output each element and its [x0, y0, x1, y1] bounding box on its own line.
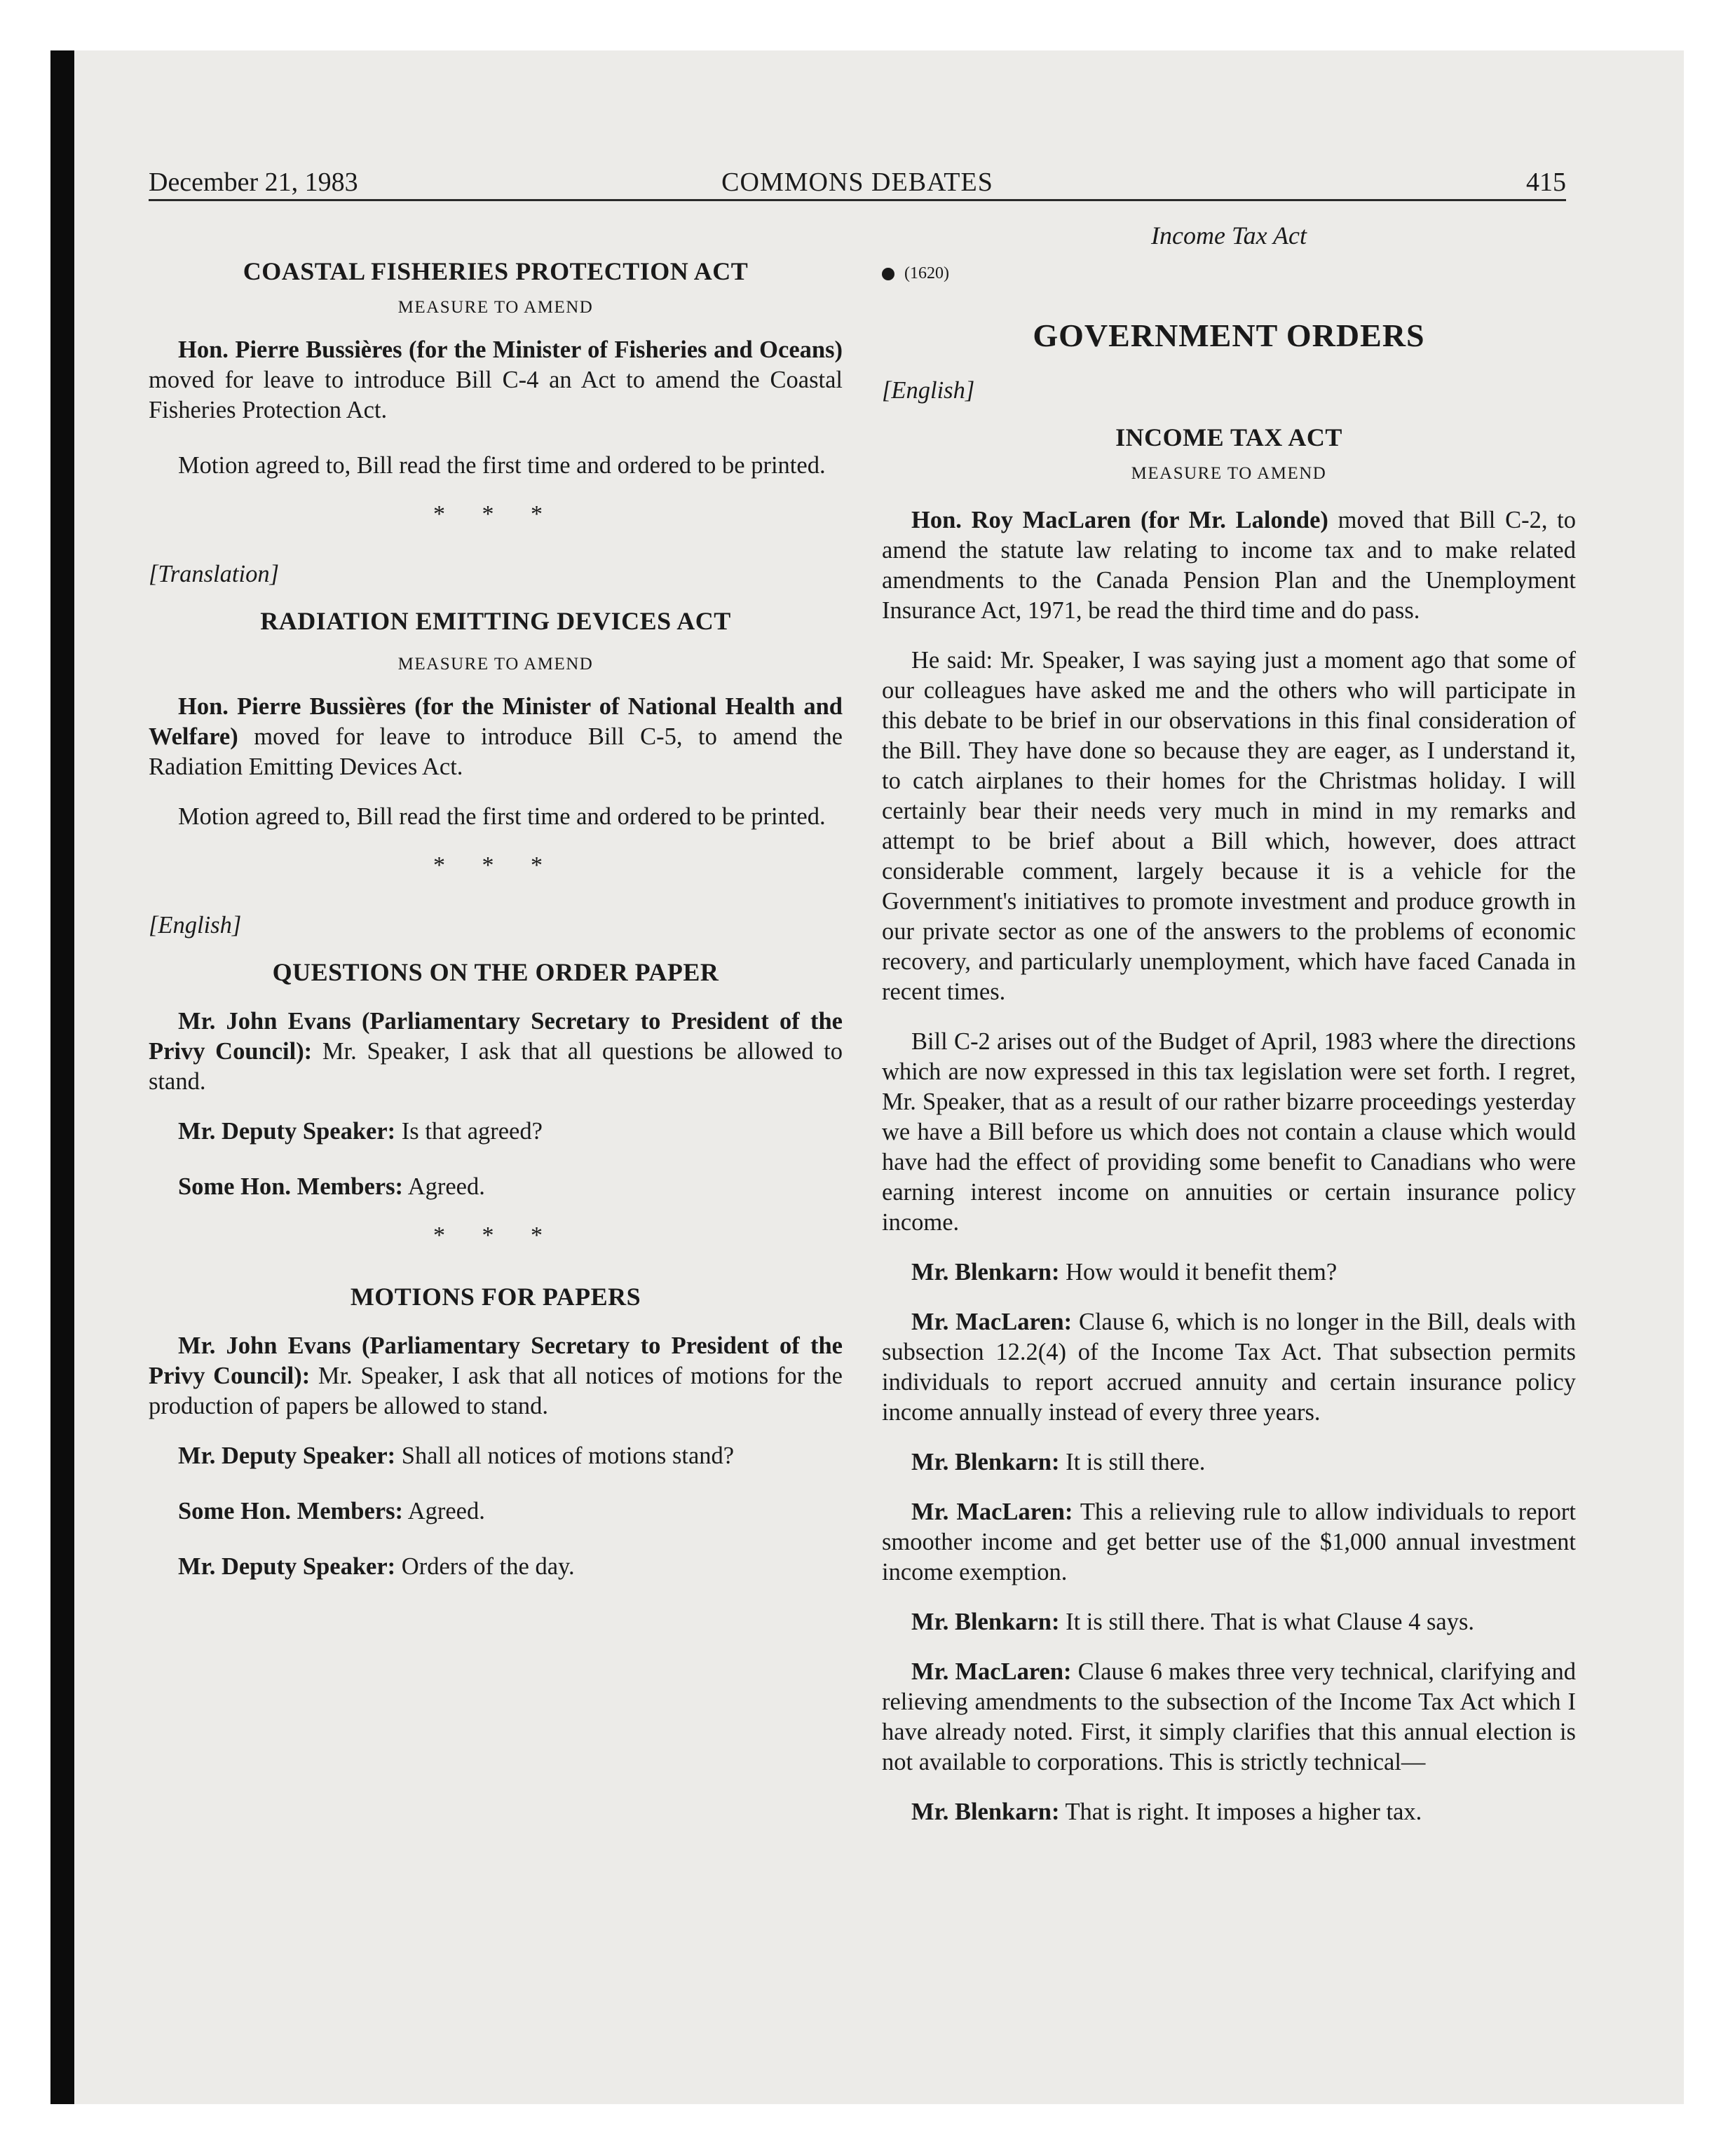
running-head: Income Tax Act [1151, 221, 1307, 250]
questions-order-paper-heading: QUESTIONS ON THE ORDER PAPER [272, 958, 719, 986]
translation-tag: [Translation] [149, 561, 279, 587]
income-tax-act-subheading: MEASURE TO AMEND [1131, 464, 1327, 483]
speech: Mr. Speaker, I ask that all notices of motions for the production of papers be allowed to stand. [149, 1363, 843, 1419]
section-divider: * * * [433, 501, 558, 527]
orders-of-the-day [149, 1552, 843, 1582]
coastal-fisheries-heading: COASTAL FISHERIES PROTECTION ACT [243, 257, 749, 285]
speech: Is that agreed? [395, 1118, 543, 1145]
speech: Clause 6 makes three very technical, clarifying and relieving amendments to the subsection of the Income Tax Act which I have already noted. First, it simply clarifies that this annual election is not available to corporations. This is strictly technical— [882, 1658, 1576, 1775]
speaker: Some Hon. Members: [178, 1173, 403, 1200]
speech: That is right. It imposes a higher tax. [1059, 1799, 1422, 1825]
radiation-devices-subheading: MEASURE TO AMEND [397, 655, 594, 674]
income-tax-act-heading: INCOME TAX ACT [1115, 423, 1342, 451]
section-divider: * * * [433, 1222, 558, 1248]
header-title: COMMONS DEBATES [721, 168, 993, 197]
members-response [149, 1496, 843, 1527]
deputy-speaker-question [149, 1117, 843, 1147]
coastal-fisheries-result: Motion agreed to, Bill read the first time and ordered to be printed. [178, 452, 826, 479]
speaker: Mr. Blenkarn: [911, 1609, 1060, 1635]
third-reading-motion [882, 505, 1576, 626]
maclaren-reply [882, 1307, 1576, 1428]
radiation-devices-motion [149, 692, 843, 782]
questions-request [149, 1007, 843, 1097]
maclaren-speech-2: Bill C-2 arises out of the Budget of April, 1983 where the directions which are now expressed in this tax legislation were set forth. I regret, Mr. Speaker, that as a result of our rather bizarre proceedings yesterday we have a Bill before us which does not contain a clause which would have had the effect of providing some benefit to Canadians who were earning interest income on annuities or certain insurance policy income. [882, 1028, 1576, 1236]
page-header [149, 165, 1566, 201]
speaker: Mr. John Evans (Parliamentary Secretary to President of the Privy Council): [149, 1008, 843, 1065]
english-tag: [English] [149, 912, 242, 939]
speaker: Hon. Pierre Bussières (for the Minister of National Health and Welfare) [149, 693, 843, 750]
section-divider: * * * [433, 852, 558, 878]
speaker: Mr. MacLaren: [911, 1309, 1073, 1335]
header-page-number: 415 [1526, 168, 1566, 197]
blenkarn-interjection [882, 1257, 1576, 1288]
deputy-speaker-question [149, 1441, 843, 1471]
speech: Mr. Speaker, I ask that all questions be allowed to stand. [149, 1038, 843, 1095]
blenkarn-interjection [882, 1447, 1576, 1478]
speech: Clause 6, which is no longer in the Bill, deals with subsection 12.2(4) of the Income Tax Act. That subsection permits individuals to report accrued annuity and certain insurance policy income annually instead of every three years. [882, 1309, 1576, 1426]
bullet-icon [882, 268, 894, 280]
radiation-devices-result: Motion agreed to, Bill read the first time and ordered to be printed. [178, 803, 826, 830]
blenkarn-interjection [882, 1607, 1576, 1637]
header-date: December 21, 1983 [149, 168, 358, 197]
speech: Shall all notices of motions stand? [395, 1442, 735, 1469]
speech: Orders of the day. [395, 1553, 575, 1580]
speech: It is still there. [1059, 1449, 1206, 1475]
speech: moved for leave to introduce Bill C-4 an Act to amend the Coastal Fisheries Protection Act. [149, 367, 843, 423]
speaker: Hon. Roy MacLaren (for Mr. Lalonde) [911, 507, 1328, 533]
speaker: Mr. Deputy Speaker: [178, 1118, 396, 1145]
scan-edge-shadow [50, 50, 74, 2104]
speech: Agreed. [402, 1498, 485, 1524]
speaker: Mr. Blenkarn: [911, 1799, 1060, 1825]
speaker: Some Hon. Members: [178, 1498, 403, 1524]
government-orders-heading: GOVERNMENT ORDERS [1033, 318, 1425, 353]
speaker: Mr. John Evans (Parliamentary Secretary to President of the Privy Council): [149, 1332, 843, 1389]
blenkarn-interjection [882, 1797, 1576, 1827]
speaker: Mr. Blenkarn: [911, 1259, 1060, 1285]
coastal-fisheries-motion [149, 335, 843, 425]
time-marker [882, 259, 1576, 287]
speech: How would it benefit them? [1059, 1259, 1338, 1285]
speaker: Mr. Deputy Speaker: [178, 1553, 396, 1580]
papers-request [149, 1331, 843, 1421]
maclaren-speech-1: He said: Mr. Speaker, I was saying just a moment ago that some of our colleagues have asked me and the others who will participate in this debate to be brief in our observations in this final consideration of the Bill. They have done so because they are eager, as I understand it, to catch airplanes to their homes for the Christmas holiday. I will certainly bear their needs very much in mind in my remarks and attempt to be brief about a Bill which, however, does attract considerable comment, largely because it is a vehicle for the Government's initiatives to promote investment and produce growth in our private sector as one of the answers to the problems of economic recovery, and particularly unemployment, which have faced Canada in recent times. [882, 647, 1576, 1005]
radiation-devices-heading: RADIATION EMITTING DEVICES ACT [260, 607, 731, 635]
maclaren-reply [882, 1657, 1576, 1778]
speaker: Mr. Deputy Speaker: [178, 1442, 396, 1469]
speech: moved for leave to introduce Bill C-5, to amend the Radiation Emitting Devices Act. [149, 723, 843, 780]
maclaren-reply [882, 1497, 1576, 1588]
members-response [149, 1172, 843, 1202]
coastal-fisheries-subheading: MEASURE TO AMEND [397, 298, 594, 317]
speaker: Mr. MacLaren: [911, 1499, 1073, 1525]
speaker: Mr. MacLaren: [911, 1658, 1072, 1685]
speaker: Mr. Blenkarn: [911, 1449, 1060, 1475]
speaker: Hon. Pierre Bussières (for the Minister of Fisheries and Oceans) [178, 336, 843, 363]
speech: moved that Bill C-2, to amend the statute law relating to income tax and to make related amendments to the Canada Pension Plan and the Unemployment Insurance Act, 1971, be read the third time and do pass. [882, 507, 1576, 624]
english-tag: [English] [882, 377, 975, 404]
left-column [149, 220, 843, 1602]
speech: This a relieving rule to allow individuals to report smoother income and get better use of the $1,000 annual investment income exemption. [882, 1499, 1576, 1585]
speech: Agreed. [402, 1173, 485, 1200]
motions-for-papers-heading: MOTIONS FOR PAPERS [350, 1283, 641, 1311]
time-marker-label: (1620) [904, 264, 949, 282]
right-column [882, 220, 1576, 1847]
speech: It is still there. That is what Clause 4 says. [1059, 1609, 1475, 1635]
